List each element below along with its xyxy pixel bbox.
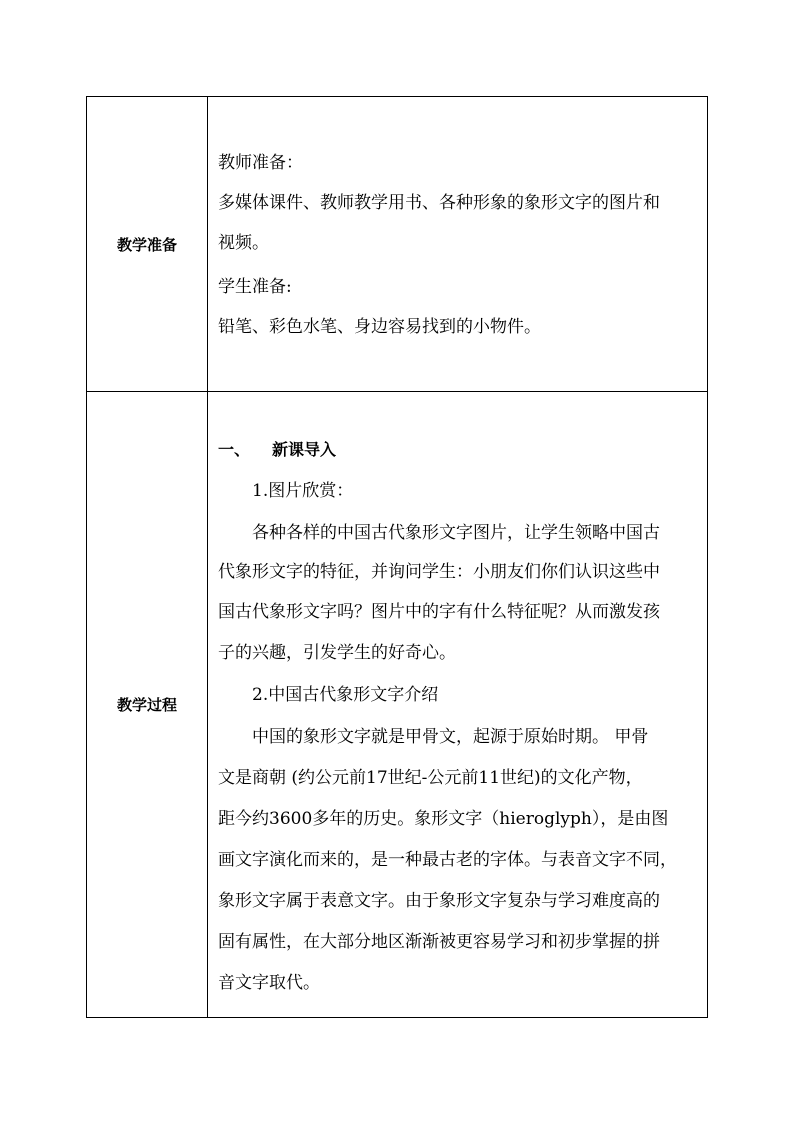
section-number: 一、 <box>218 440 251 459</box>
paragraph-line: 代象形文字的特征，并询问学生：小朋友们你们认识这些中 <box>218 562 660 582</box>
table-row-process <box>87 392 707 1017</box>
table-row-preparation <box>87 97 707 392</box>
process-content <box>208 392 707 1017</box>
student-prep-title: 学生准备: <box>218 277 292 297</box>
lesson-table <box>86 96 708 1018</box>
preparation-content <box>208 97 707 391</box>
paragraph-line: 子的兴趣，引发学生的好奇心。 <box>218 643 456 663</box>
teacher-prep-title: 教师准备： <box>218 153 303 173</box>
subsection-title: 1.图片欣赏： <box>252 481 354 501</box>
student-prep-line: 铅笔、彩色水笔、身边容易找到的小物件。 <box>218 317 541 337</box>
paragraph-line: 中国的象形文字就是甲骨文，起源于原始时期。 甲骨 <box>252 727 649 747</box>
paragraph-line: 文是商朝 (约公元前17世纪-公元前11世纪)的文化产物， <box>218 768 643 788</box>
row-label-process: 教学过程 <box>87 392 208 1017</box>
teacher-prep-line: 视频。 <box>218 233 269 253</box>
paragraph-line: 画文字演化而来的，是一种最古老的字体。与表音文字不同， <box>218 850 677 870</box>
paragraph-line: 音文字取代。 <box>218 973 320 993</box>
section-title: 新课导入 <box>272 440 337 459</box>
teacher-prep-line: 多媒体课件、教师教学用书、各种形象的象形文字的图片和 <box>218 193 660 213</box>
paragraph-line: 各种各样的中国古代象形文字图片，让学生领略中国古 <box>252 523 660 543</box>
paragraph-line: 象形文字属于表意文字。由于象形文字复杂与学习难度高的 <box>218 891 660 911</box>
paragraph-line: 固有属性，在大部分地区渐渐被更容易学习和初步掌握的拼 <box>218 932 660 952</box>
paragraph-line: 国古代象形文字吗？图片中的字有什么特征呢？从而激发孩 <box>218 602 660 622</box>
subsection-title: 2.中国古代象形文字介绍 <box>252 685 439 705</box>
row-label-preparation: 教学准备 <box>87 97 208 391</box>
section-heading <box>218 440 336 460</box>
paragraph-line: 距今约3600多年的历史。象形文字（hieroglyph），是由图 <box>218 809 669 829</box>
